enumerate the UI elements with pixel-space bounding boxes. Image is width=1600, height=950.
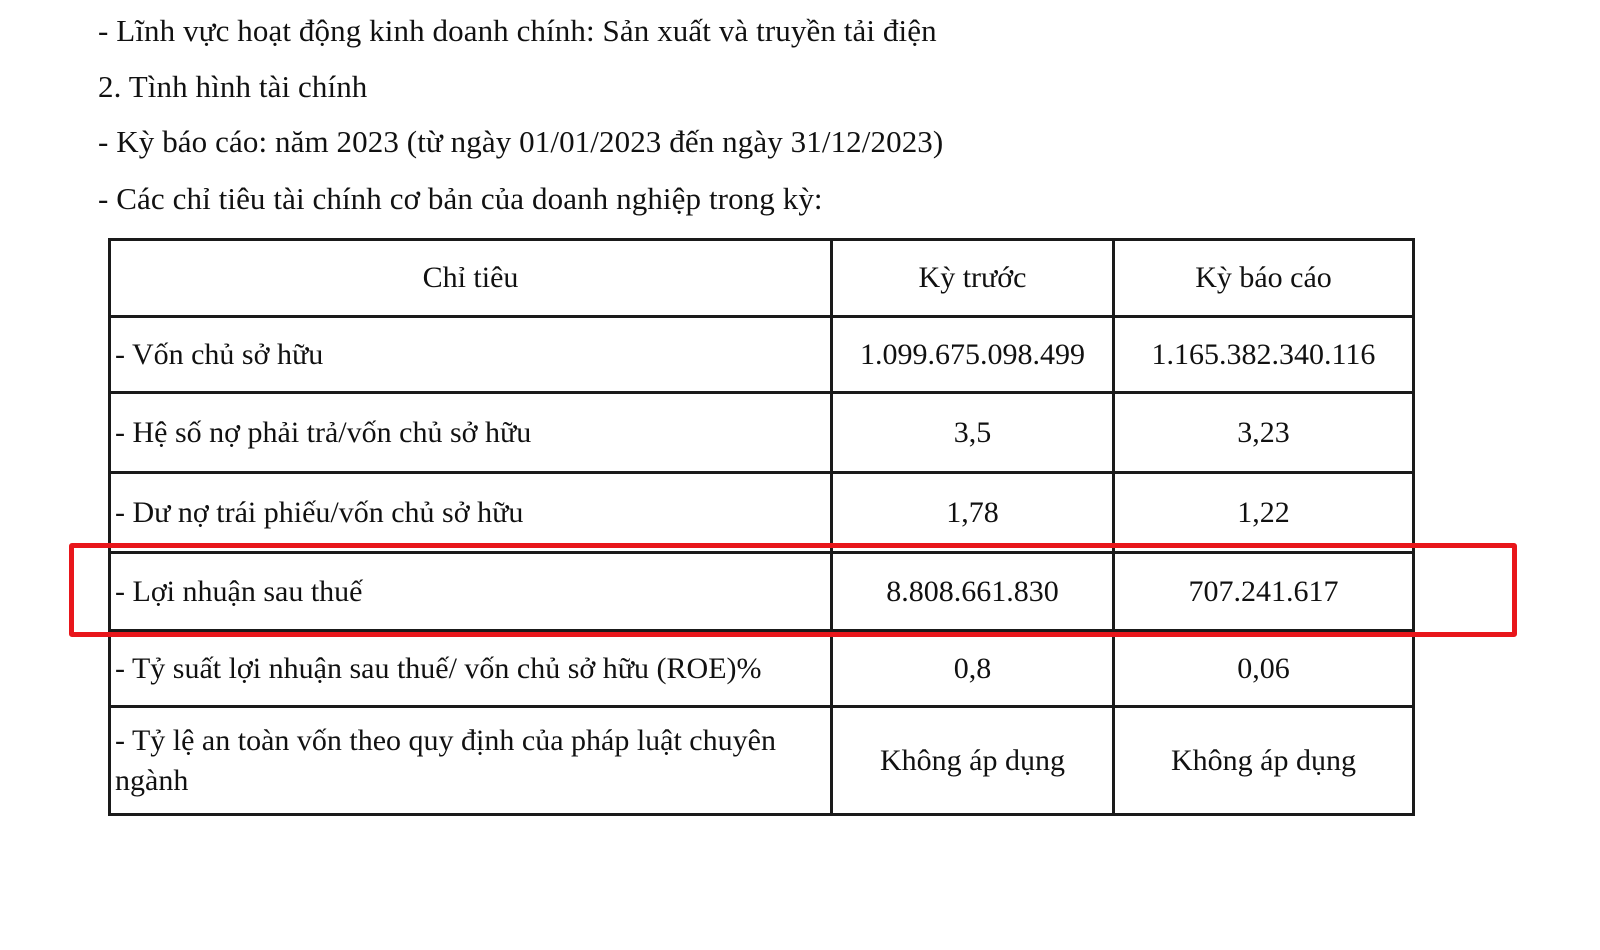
- financial-indicators-table: [108, 238, 1415, 816]
- table-row: [110, 473, 1414, 553]
- previous-value: 1,78: [832, 473, 1114, 553]
- previous-value: 1.099.675.098.499: [832, 317, 1114, 393]
- previous-value: 8.808.661.830: [832, 553, 1114, 631]
- reporting-value: 1.165.382.340.116: [1114, 317, 1414, 393]
- previous-value: 0,8: [832, 631, 1114, 707]
- table-row: [110, 707, 1414, 815]
- row-label: - Hệ số nợ phải trả/vốn chủ sở hữu: [110, 393, 832, 473]
- business-field-line: - Lĩnh vực hoạt động kinh doanh chính: Sản xuất và truyền tải điện: [98, 13, 937, 48]
- reporting-value: 3,23: [1114, 393, 1414, 473]
- table-header-row: [110, 240, 1414, 317]
- reporting-value: 707.241.617: [1114, 553, 1414, 631]
- previous-value: Không áp dụng: [832, 707, 1114, 815]
- header-reporting-period: Kỳ báo cáo: [1114, 240, 1414, 317]
- reporting-value: 1,22: [1114, 473, 1414, 553]
- row-label: - Vốn chủ sở hữu: [110, 317, 832, 393]
- row-label: - Lợi nhuận sau thuế: [110, 553, 832, 631]
- table-row: [110, 393, 1414, 473]
- indicators-intro-line: - Các chỉ tiêu tài chính cơ bản của doanh nghiệp trong kỳ:: [98, 181, 823, 216]
- reporting-value: Không áp dụng: [1114, 707, 1414, 815]
- table-row: [110, 317, 1414, 393]
- header-indicator: Chỉ tiêu: [110, 240, 832, 317]
- reporting-period-line: - Kỳ báo cáo: năm 2023 (từ ngày 01/01/2023 đến ngày 31/12/2023): [98, 124, 944, 159]
- reporting-value: 0,06: [1114, 631, 1414, 707]
- header-previous-period: Kỳ trước: [832, 240, 1114, 317]
- previous-value: 3,5: [832, 393, 1114, 473]
- row-label: - Tỷ lệ an toàn vốn theo quy định của pháp luật chuyên ngành: [110, 707, 832, 815]
- row-label: - Tỷ suất lợi nhuận sau thuế/ vốn chủ sở hữu (ROE)%: [110, 631, 832, 707]
- section-heading: 2. Tình hình tài chính: [98, 69, 368, 104]
- row-label: - Dư nợ trái phiếu/vốn chủ sở hữu: [110, 473, 832, 553]
- table-row: [110, 631, 1414, 707]
- table-row-profit-after-tax: [110, 553, 1414, 631]
